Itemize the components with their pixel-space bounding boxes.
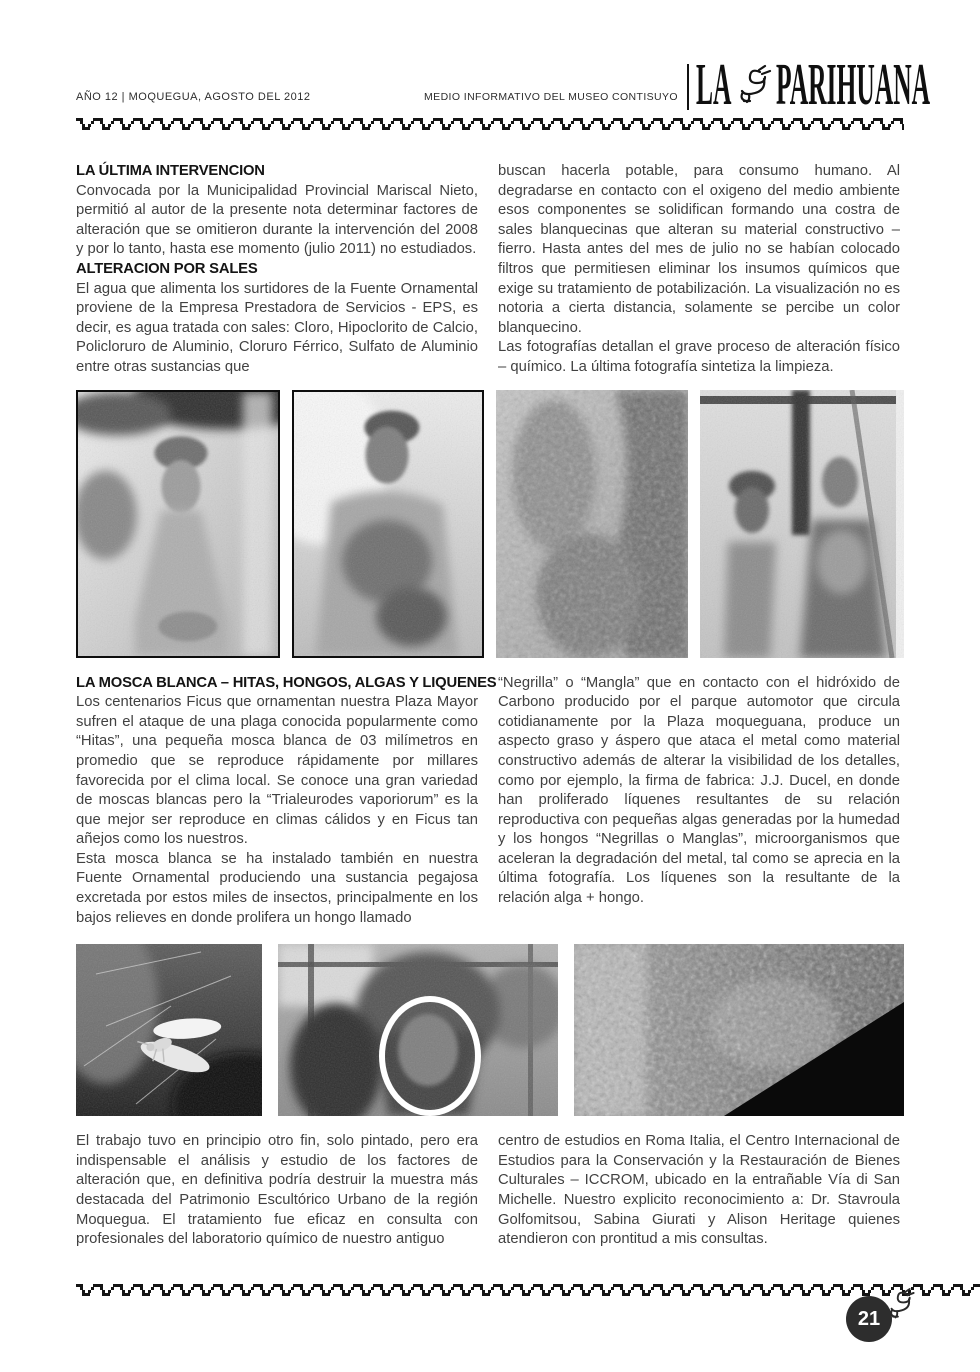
right-column xyxy=(498,1132,900,1250)
section-tratamiento xyxy=(76,1132,904,1250)
article-paragraph: Las fotografías detallan el grave proceso de alteración físico – químico. La última fotografía sintetiza la limpieza. xyxy=(498,339,900,375)
article-paragraph: “Negrilla” o “Mangla” que en contacto con el hidróxido de Carbono producido por el parque automotor que circula cotidianamente por la Plaza moqueguana, produce un aspecto graso y áspero que ataca el metal como material constructivo además de alterar la visibilidad de los detalles, como por ejemplo, la firma de fabrica: J.J. Ducel, en donde han proliferado líquenes resultantes de su relación reproductiva con pequeñas algas generadas por la humedad y los hongos “Negrillas o Manglas”, microorganismos que aceleran la degradación del metal, tal como se aprecia en la última fotografía. Los líquenes son la resultante de la relación alga + hongo. xyxy=(498,674,900,907)
article-paragraph: El trabajo tuvo en principio otro fin, solo pintado, pero era indispensable el análisis y estudio de los factores de alteración que, en definitiva podría destruir la muestra más destacada del Patrimonio Escultórico Urbano de la región Moquegua. El tratamiento fue eficaz en consulta con profesionales del laboratorio químico de nuestro antiguo xyxy=(76,1133,478,1248)
section-alteracion xyxy=(76,162,904,378)
photo-statue-ruffled-collar xyxy=(292,390,484,658)
page-number-badge xyxy=(846,1296,892,1342)
article-paragraph: centro de estudios en Roma Italia, el Centro Internacional de Estudios para la Conservación y la Restauración de Bienes Culturales – ICCROM, ubicado en la entrañable Vía di San Michelle. Nuestro explicito reconocimiento a: Dr. Stavroula Golfomitsou, Sabina Giurati y Alison Heritage quienes atendieron con prontitud a mis consultas. xyxy=(498,1133,900,1248)
article-paragraph: Esta mosca blanca se ha instalado también en nuestra Fuente Ornamental produciendo una sustancia pegajosa excretada por estos miles de insectos, principalmente en los bajos relieves en donde prolifera un hongo llamado xyxy=(76,850,478,926)
andean-fret-border-top xyxy=(76,117,904,132)
page-content xyxy=(76,162,904,1250)
andean-fret-border-bottom xyxy=(76,1283,980,1298)
article-paragraph: Los centenarios Ficus que ornamentan nuestra Plaza Mayor sufren el ataque de una plaga conocida popularmente como “Hitas”, una pequeña mosca blanca de 03 milímetros en promedio que se reproduce rápidamente por millares favorecida por el clima local. Se conoce una gran variedad de moscas blancas pero la “Trialeurodes vaporiorum” es la que mejor ser reproduce en climas cálidos y en Ficus tan añejos como los nuestros. xyxy=(76,694,478,848)
article-heading: LA ÚLTIMA INTERVENCION xyxy=(76,163,265,179)
photo-lichen-texture xyxy=(574,944,904,1116)
article-heading: ALTERACION POR SALES xyxy=(76,260,258,277)
parihuana-bird-icon xyxy=(886,1286,916,1322)
photo-statue-drapery-detail xyxy=(496,390,688,658)
left-column xyxy=(76,674,497,929)
page-number: 21 xyxy=(846,1296,892,1342)
article-heading: LA MOSCA BLANCA – HITAS, HONGOS, ALGAS Y LIQUENES xyxy=(76,674,497,691)
article-paragraph: buscan hacerla potable, para consumo humano. Al degradarse en contacto con el oxigeno del medio ambiente esos componentes se solidifican formando una costra de sales blanquecinas que alteran su material constructivo –fierro. Hasta antes del mes de julio no se habían colocado filtros que permitiesen eliminar los insumos químicos que exige su tratamiento de potabilización. La visualización no es notoria a cierta distancia, solamente se percibe un color blanquecino. xyxy=(498,163,900,336)
article-paragraph: El agua que alimenta los surtidores de la Fuente Ornamental proviene de la Empresa Prestadora de Servicios - EPS, es decir, es agua tratada con sales: Cloro, Hipoclorito de Calcio, Policloruro de Aluminio, Cloruro Férrico, Sulfato de Aluminio entre otras sustancias que xyxy=(76,280,478,375)
left-column xyxy=(76,1132,478,1250)
right-column xyxy=(498,674,900,929)
article-paragraph: Convocada por la Municipalidad Provincial Mariscal Nieto, permitió al autor de la presente nota determinar factores de alteración que se omitieron durante la intervención del 2008 y por lo tanto, hasta ese momento (julio 2011) no estudiados. xyxy=(76,182,478,258)
right-column xyxy=(498,162,900,378)
issue-line: AÑO 12 | MOQUEGUA, AGOSTO DEL 2012 xyxy=(76,91,311,103)
photo-white-fly-macro xyxy=(76,944,262,1116)
section-mosca-blanca xyxy=(76,674,904,929)
photo-statue-pair-scaffolding xyxy=(700,390,904,658)
photo-row-statues xyxy=(76,390,904,658)
page-header xyxy=(76,50,931,118)
left-column xyxy=(76,162,478,378)
masthead-divider xyxy=(687,64,689,110)
parihuana-bird-icon xyxy=(735,64,773,106)
masthead xyxy=(696,50,931,118)
photo-statue-bust-frontal xyxy=(76,390,280,658)
photo-row-details xyxy=(76,944,904,1116)
photo-mascaron-circled xyxy=(278,944,558,1116)
masthead-la: LA xyxy=(696,50,732,118)
tagline: MEDIO INFORMATIVO DEL MUSEO CONTISUYO xyxy=(424,91,678,103)
masthead-name: PARIHUANA xyxy=(776,50,931,118)
